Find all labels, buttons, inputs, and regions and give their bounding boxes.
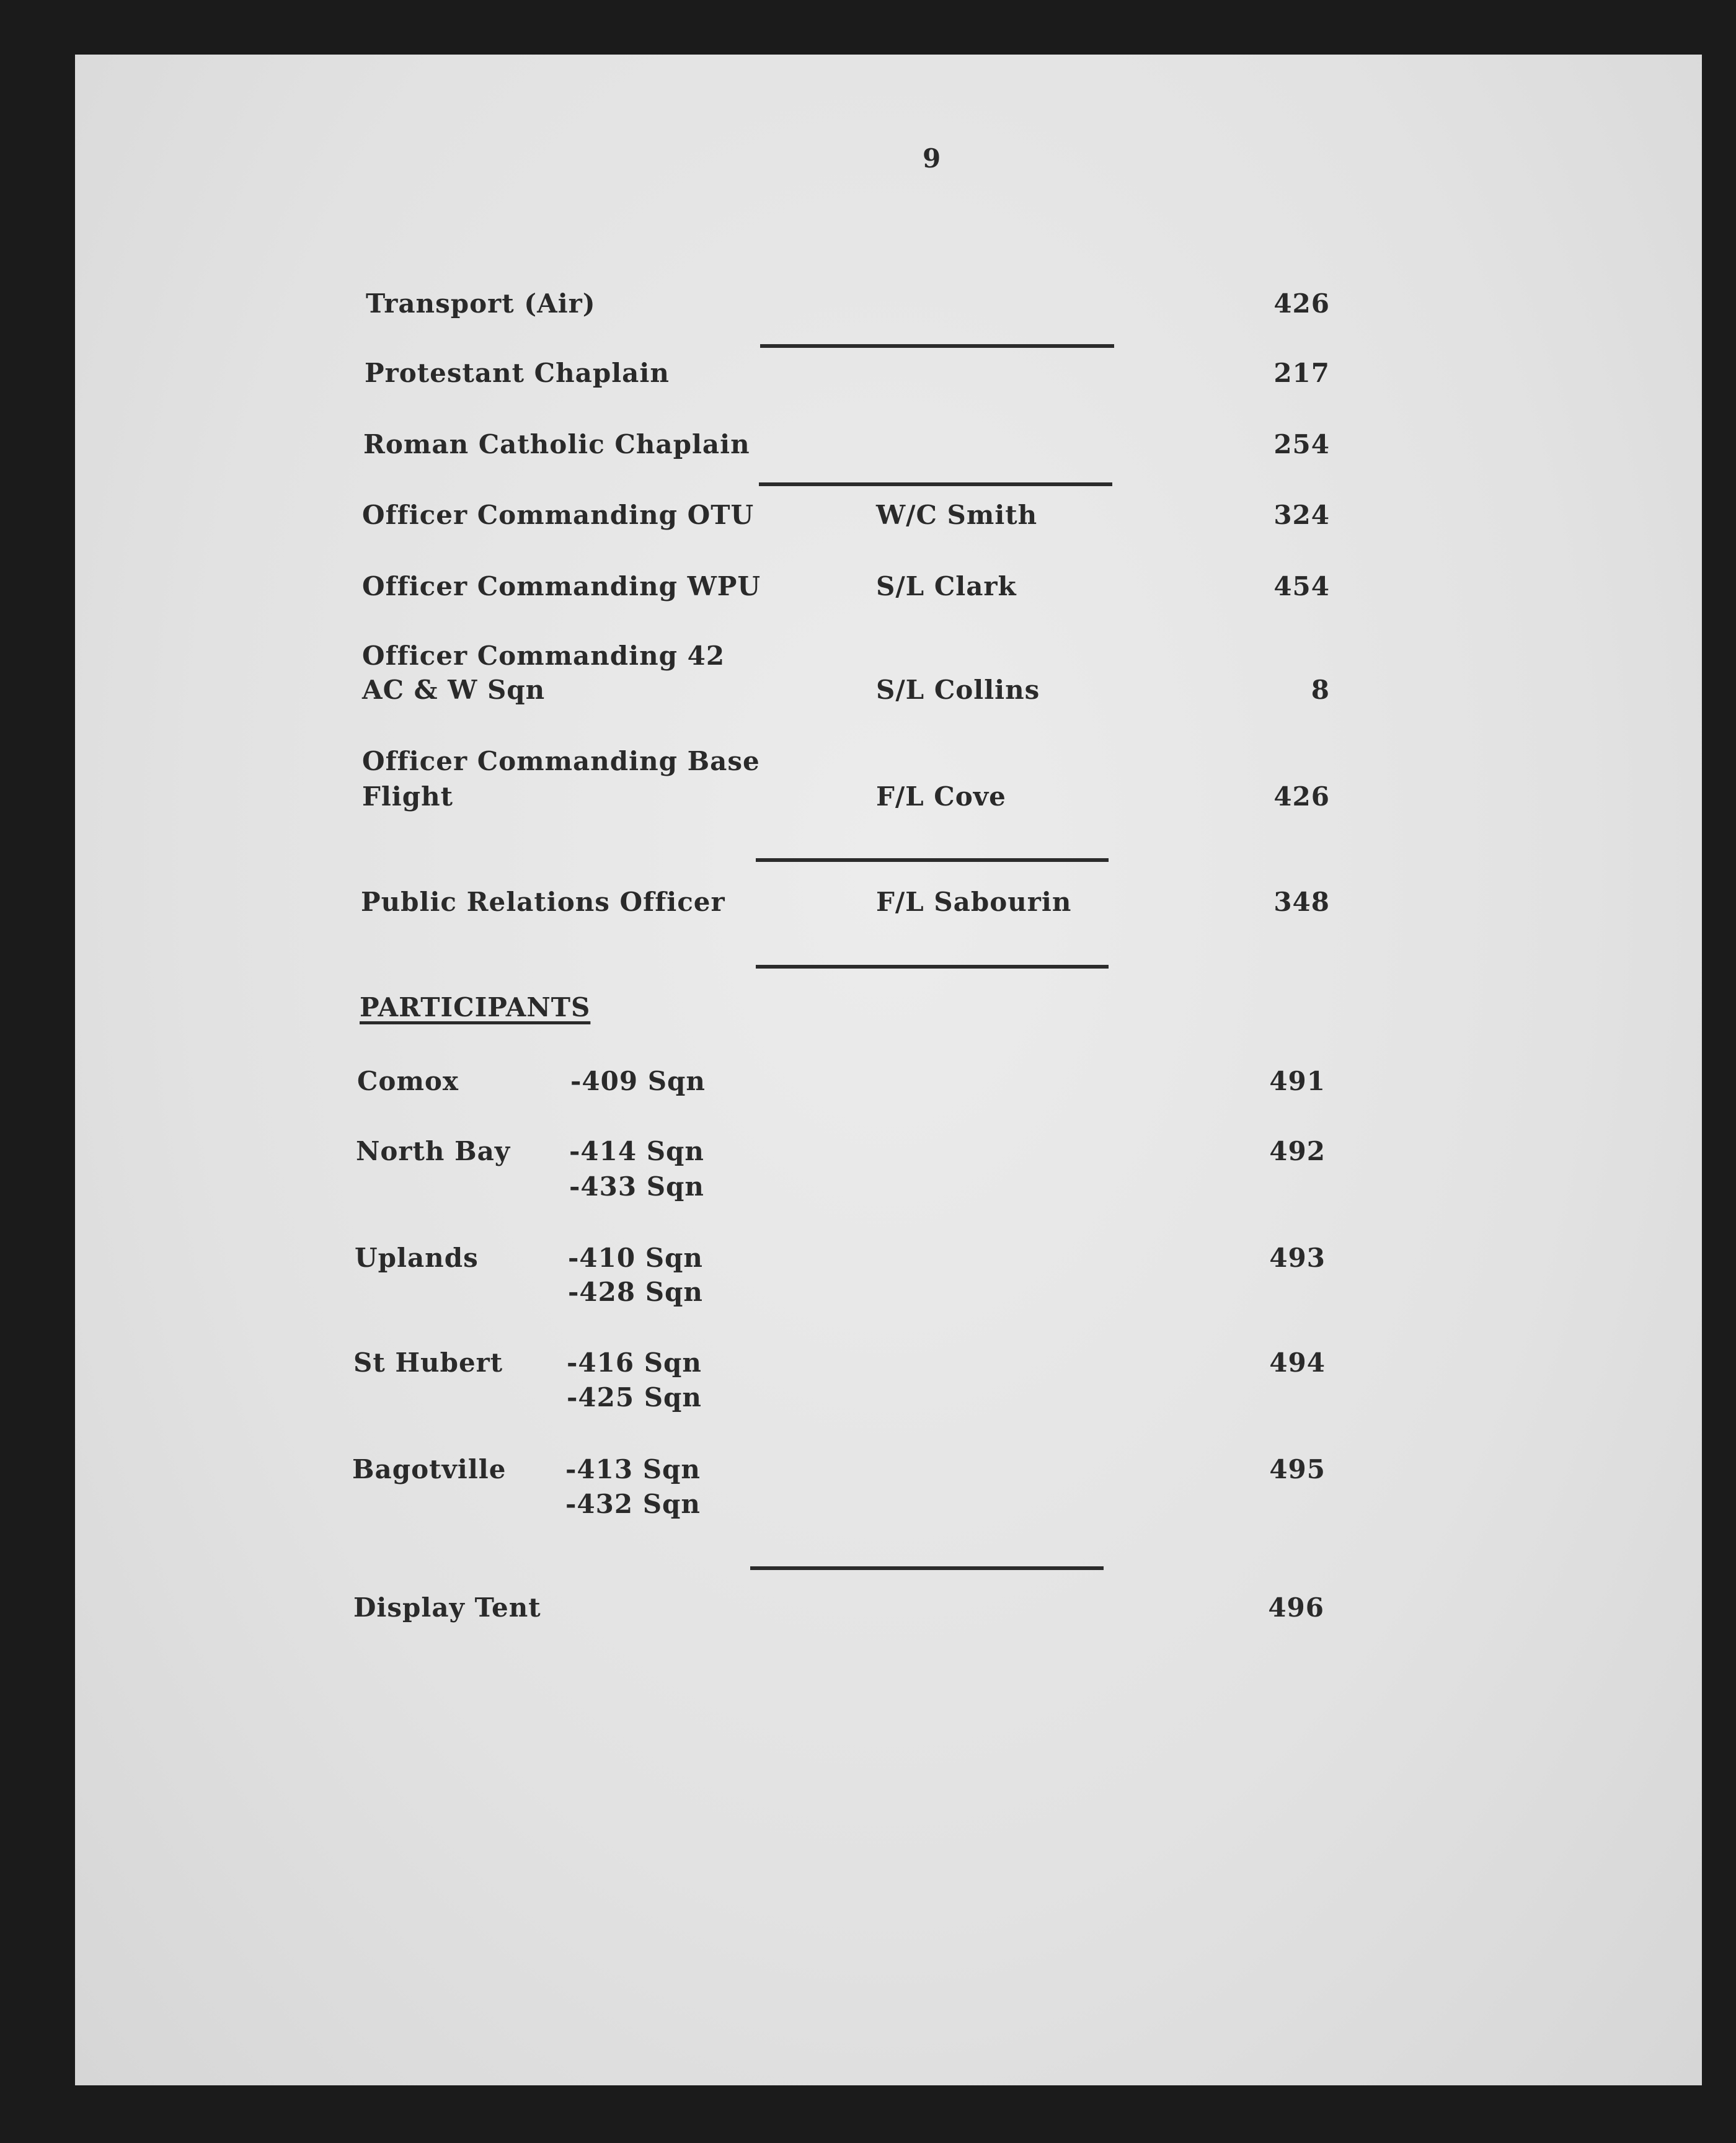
entry-officer-name: W/C Smith [876,500,1038,530]
participant-extension: 491 [1269,1066,1326,1096]
participant-extension: 493 [1269,1243,1326,1273]
participant-extension: 494 [1269,1347,1326,1378]
divider-line [756,965,1109,969]
entry-extension: 217 [1273,358,1330,388]
participant-squadron: -432 Sqn [565,1489,701,1519]
entry-officer-name: S/L Collins [876,675,1040,705]
divider-line [760,344,1114,348]
participant-squadron: -428 Sqn [568,1277,703,1307]
entry-extension: 8 [1311,675,1330,705]
participant-base: North Bay [356,1136,511,1166]
entry-title: Officer Commanding OTU [362,500,755,530]
participant-base: Uplands [355,1243,479,1273]
divider-line [759,482,1112,486]
participant-squadron: -409 Sqn [570,1066,706,1096]
participant-squadron: -413 Sqn [565,1454,701,1484]
entry-extension: 324 [1273,500,1330,530]
entry-officer-name: F/L Cove [876,781,1006,812]
participant-extension: 492 [1269,1136,1326,1166]
participant-extension: 495 [1269,1454,1326,1484]
entry-title: Transport (Air) [366,288,596,319]
footer-extension: 496 [1268,1592,1324,1623]
divider-line [756,858,1109,862]
entry-extension: 426 [1273,781,1330,812]
participant-squadron: -425 Sqn [567,1382,702,1413]
participant-base: St Hubert [353,1347,503,1378]
footer-title: Display Tent [353,1592,541,1623]
entry-title: Flight [362,781,454,812]
participant-squadron: -410 Sqn [568,1243,703,1273]
participant-base: Comox [357,1066,459,1096]
document-page [75,55,1702,2085]
entry-title: AC & W Sqn [362,675,546,705]
entry-title: Officer Commanding WPU [362,571,761,601]
entry-title: Officer Commanding Base [362,746,760,776]
entry-extension: 454 [1273,571,1330,601]
page-number: 9 [923,143,942,174]
participants-heading: PARTICIPANTS [360,992,591,1023]
participant-squadron: -416 Sqn [567,1347,702,1378]
entry-officer-name: S/L Clark [876,571,1017,601]
entry-title: Protestant Chaplain [365,358,670,388]
entry-extension: 426 [1273,288,1330,319]
participant-base: Bagotville [352,1454,507,1484]
entry-title: Officer Commanding 42 [362,641,725,671]
participant-squadron: -433 Sqn [569,1171,704,1202]
entry-extension: 254 [1273,429,1330,459]
participant-squadron: -414 Sqn [569,1136,704,1166]
entry-extension: 348 [1273,887,1330,917]
entry-title: Public Relations Officer [361,887,725,917]
entry-officer-name: F/L Sabourin [876,887,1072,917]
entry-title: Roman Catholic Chaplain [363,429,750,459]
divider-line [750,1566,1104,1570]
